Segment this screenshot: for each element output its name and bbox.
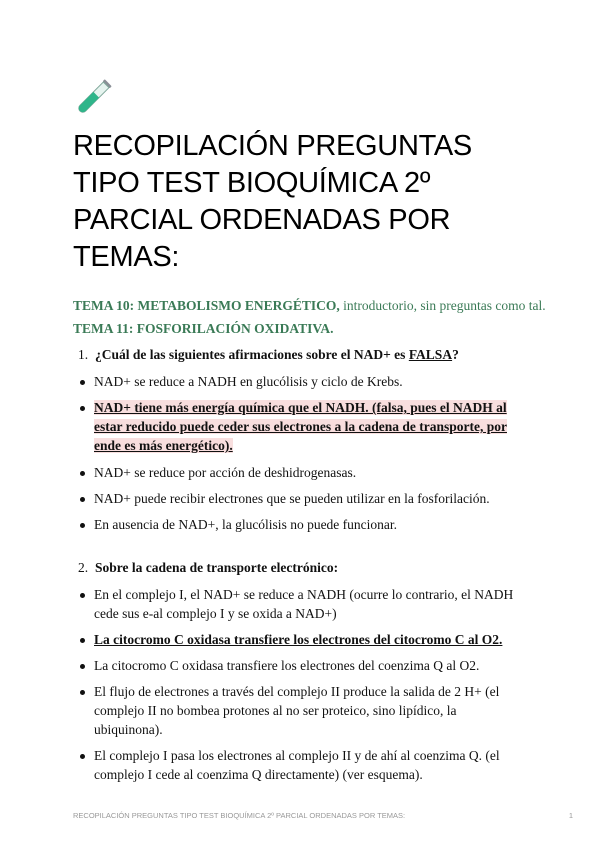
page-footer [73, 811, 573, 820]
topic-heading-11 [73, 321, 334, 337]
option-correct [78, 398, 528, 455]
question-1-options [78, 372, 528, 534]
option-text: En el complejo I, el NAD+ se reduce a NADH (ocurre lo contrario, el NADH cede sus e-al complejo I y se oxida a NAD+) [94, 587, 514, 621]
option [78, 682, 528, 739]
topic-title: TEMA 11: FOSFORILACIÓN OXIDATIVA. [73, 321, 334, 336]
page-number: 1 [568, 811, 573, 820]
question-suffix: ? [452, 347, 459, 362]
option-text: NAD+ se reduce por acción de deshidrogenasas. [94, 465, 357, 480]
question-2-options [78, 585, 528, 784]
option-text: La citocromo C oxidasa transfiere los electrones del citocromo C al O2. [94, 632, 503, 647]
option [78, 585, 528, 623]
question-text: ¿Cuál de las siguientes afirmaciones sobre el NAD+ es [95, 347, 409, 362]
question-number: 2. [78, 560, 89, 575]
topic-heading-10 [73, 298, 546, 314]
question-2 [78, 560, 338, 576]
question-emphasis: FALSA [408, 347, 453, 362]
option-text: NAD+ puede recibir electrones que se pueden utilizar en la fosforilación. [94, 491, 490, 506]
option [78, 489, 528, 508]
option-text: El complejo I pasa los electrones al complejo II y de ahí al coenzima Q. (el complejo I cede al coenzima Q directamente) (ver esquema). [94, 748, 500, 782]
question-text: Sobre la cadena de transporte electrónico: [95, 560, 339, 575]
option [78, 656, 528, 675]
test-tube-icon [72, 78, 112, 120]
option-text: NAD+ se reduce a NADH en glucólisis y ciclo de Krebs. [94, 374, 403, 389]
option-text: La citocromo C oxidasa transfiere los electrones del coenzima Q al O2. [94, 658, 480, 673]
question-1 [78, 347, 459, 363]
topic-title: TEMA 10: METABOLISMO ENERGÉTICO, [73, 298, 340, 313]
option [78, 372, 528, 391]
option-correct [78, 630, 528, 649]
option-text: El flujo de electrones a través del complejo II produce la salida de 2 H+ (el complejo II no bombea protones al no ser proteico, sino lipídico, la ubiquinona). [94, 684, 500, 737]
option [78, 746, 528, 784]
topic-note: introductorio, sin preguntas como tal. [339, 298, 546, 313]
option [78, 463, 528, 482]
option [78, 515, 528, 534]
page-title: RECOPILACIÓN PREGUNTAS TIPO TEST BIOQUÍMICA 2º PARCIAL ORDENADAS POR TEMAS: [73, 130, 472, 273]
footer-text: RECOPILACIÓN PREGUNTAS TIPO TEST BIOQUÍMICA 2º PARCIAL ORDENADAS POR TEMAS: [73, 811, 406, 820]
question-number: 1. [78, 347, 89, 362]
option-text: NAD+ tiene más energía química que el NADH. (falsa, pues el NADH al estar reducido puede ceder sus electrones a la cadena de transporte, por ende es más energético). [94, 400, 507, 453]
option-text: En ausencia de NAD+, la glucólisis no puede funcionar. [94, 517, 398, 532]
